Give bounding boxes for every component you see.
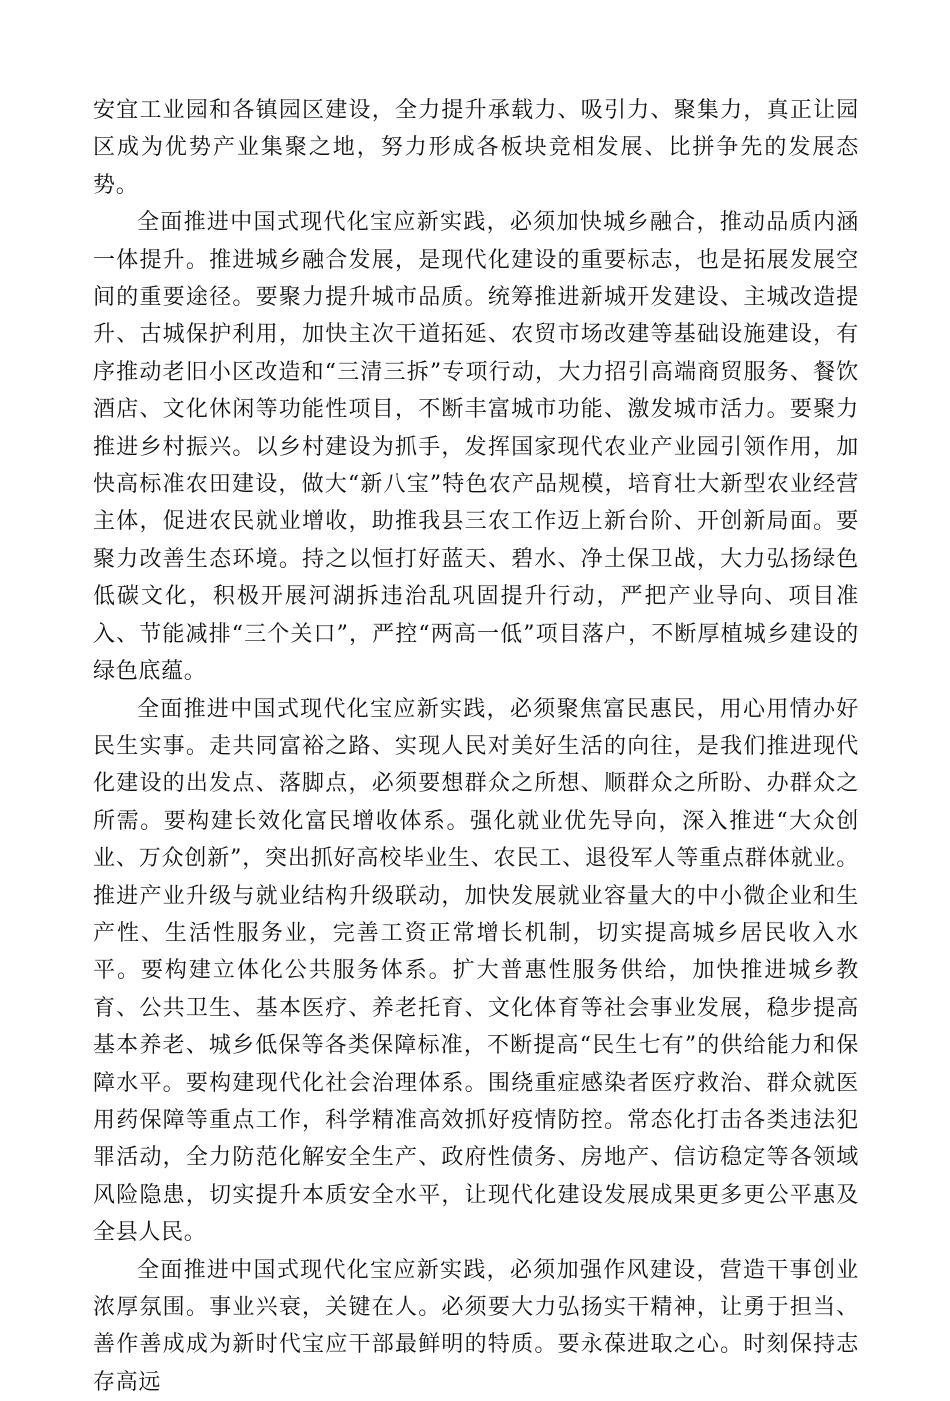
- document-body: [93, 92, 859, 1401]
- paragraph-4: 全面推进中国式现代化宝应新实践，必须加强作风建设，营造干事创业浓厚氛围。事业兴衰，关键在人。必须要大力弘扬实干精神，让勇于担当、善作善成成为新时代宝应干部最鲜明的特质。要永葆进取之心。时刻保持志存高远: [93, 1257, 859, 1395]
- paragraph-3: 全面推进中国式现代化宝应新实践，必须聚焦富民惠民，用心用情办好民生实事。走共同富裕之路、实现人民对美好生活的向往，是我们推进现代化建设的出发点、落脚点，必须要想群众之所想、顺群众之所盼、办群众之所需。要构建长效化富民增收体系。强化就业优先导向，深入推进“大众创业、万众创新”，突出抓好高校毕业生、农民工、退役军人等重点群体就业。推进产业升级与就业结构升级联动，加快发展就业容量大的中小微企业和生产性、生活性服务业，完善工资正常增长机制，切实提高城乡居民收入水平。要构建立体化公共服务体系。扩大普惠性服务供给，加快推进城乡教育、公共卫生、基本医疗、养老托育、文化体育等社会事业发展，稳步提高基本养老、城乡低保等各类保障标准，不断提高“民生七有”的供给能力和保障水平。要构建现代化社会治理体系。围绕重症感染者医疗救治、群众就医用药保障等重点工作，科学精准高效抓好疫情防控。常态化打击各类违法犯罪活动，全力防范化解安全生产、政府性债务、房地产、信访稳定等各领域风险隐患，切实提升本质安全水平，让现代化建设发展成果更多更公平惠及全县人民。: [93, 696, 859, 1246]
- paragraph-1: 安宜工业园和各镇园区建设，全力提升承载力、吸引力、聚集力，真正让园区成为优势产业集聚之地，努力形成各板块竞相发展、比拼争先的发展态势。: [93, 98, 859, 198]
- paragraph-2: 全面推进中国式现代化宝应新实践，必须加快城乡融合，推动品质内涵一体提升。推进城乡融合发展，是现代化建设的重要标志，也是拓展发展空间的重要途径。要聚力提升城市品质。统筹推进新城开发建设、主城改造提升、古城保护利用，加快主次干道拓延、农贸市场改建等基础设施建设，有序推动老旧小区改造和“三清三拆”专项行动，大力招引高端商贸服务、餐饮酒店、文化休闲等功能性项目，不断丰富城市功能、激发城市活力。要聚力推进乡村振兴。以乡村建设为抓手，发挥国家现代农业产业园引领作用，加快高标准农田建设，做大“新八宝”特色农产品规模，培育壮大新型农业经营主体，促进农民就业增收，助推我县三农工作迈上新台阶、开创新局面。要聚力改善生态环境。持之以恒打好蓝天、碧水、净土保卫战，大力弘扬绿色低碳文化，积极开展河湖拆违治乱巩固提升行动，严把产业导向、项目准入、节能减排“三个关口”，严控“两高一低”项目落户，不断厚植城乡建设的绿色底蕴。: [93, 210, 859, 685]
